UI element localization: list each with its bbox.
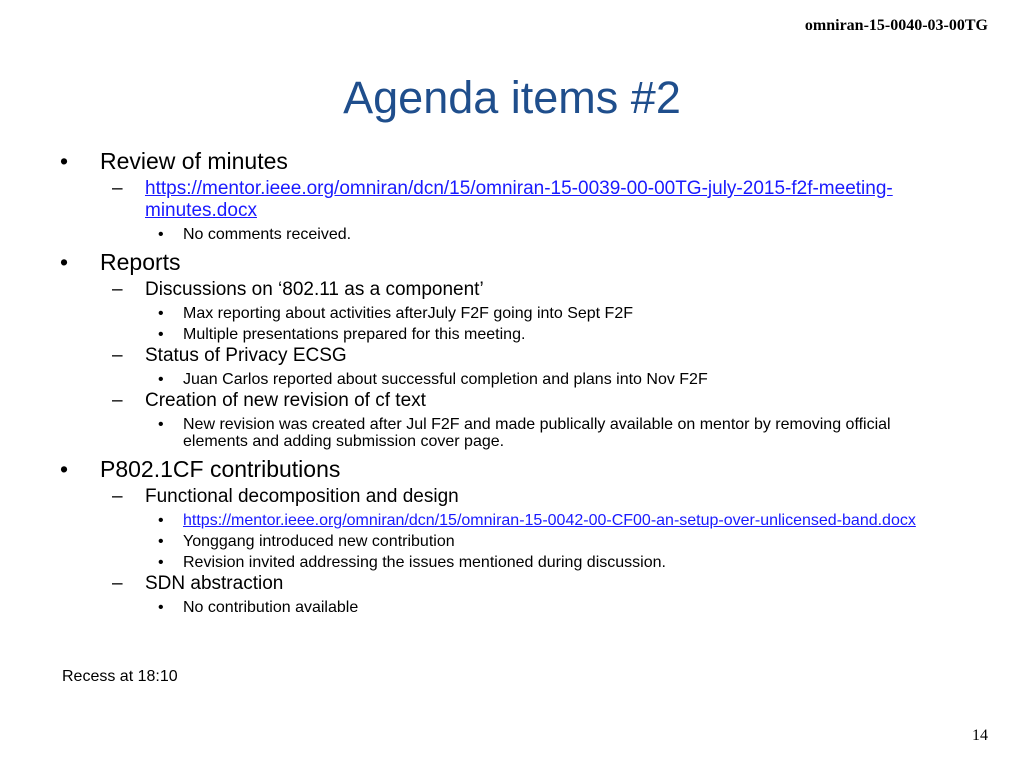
item-label: Creation of new revision of cf text bbox=[145, 390, 426, 411]
document-id: omniran-15-0040-03-00TG bbox=[804, 17, 988, 34]
slide-title: Agenda items #2 bbox=[343, 72, 681, 123]
detail-text: New revision was created after Jul F2F and made publically available on mentor by removing official elements and adding submission cover page. bbox=[183, 416, 891, 450]
bullet-contributions bbox=[60, 454, 960, 484]
bullet-marker: • bbox=[60, 249, 69, 275]
minutes-note bbox=[60, 226, 960, 243]
reports-item-revision bbox=[60, 390, 960, 412]
minutes-doc-link[interactable]: https://mentor.ieee.org/omniran/dcn/15/omniran-15-0039-00-00TG-july-2015-f2f-meeting-minutes.docx bbox=[145, 178, 893, 221]
dash-marker: – bbox=[112, 345, 123, 366]
bullet-label: Reports bbox=[100, 249, 181, 275]
detail-text: Multiple presentations prepared for this meeting. bbox=[183, 326, 526, 343]
item-label: Discussions on ‘802.11 as a component’ bbox=[145, 279, 484, 300]
dash-marker: – bbox=[112, 573, 123, 594]
dash-marker: – bbox=[112, 178, 123, 199]
bullet-reports bbox=[60, 247, 960, 277]
dash-marker: – bbox=[112, 486, 123, 507]
bullet-marker: • bbox=[158, 599, 164, 616]
reports-revision-detail-1 bbox=[60, 416, 960, 450]
detail-text: Juan Carlos reported about successful completion and plans into Nov F2F bbox=[183, 371, 708, 388]
dash-marker: – bbox=[112, 390, 123, 411]
bullet-marker: • bbox=[60, 148, 69, 174]
contrib-functional-detail-3 bbox=[60, 554, 960, 571]
detail-text: Yonggang introduced new contribution bbox=[183, 533, 455, 550]
contrib-functional-link bbox=[60, 512, 960, 529]
contrib-functional-detail-2 bbox=[60, 533, 960, 550]
bullet-marker: • bbox=[158, 305, 164, 322]
page-number: 14 bbox=[972, 727, 988, 744]
item-label: Status of Privacy ECSG bbox=[145, 345, 347, 366]
bullet-marker: • bbox=[158, 533, 164, 550]
minutes-link-item bbox=[60, 178, 960, 222]
bullet-label: Review of minutes bbox=[100, 148, 288, 174]
detail-text: Revision invited addressing the issues mentioned during discussion. bbox=[183, 554, 666, 571]
contrib-sdn-detail-1 bbox=[60, 599, 960, 616]
bullet-marker: • bbox=[158, 416, 164, 433]
reports-item-privacy bbox=[60, 345, 960, 367]
detail-text: No contribution available bbox=[183, 599, 359, 616]
reports-80211-detail-2 bbox=[60, 326, 960, 343]
bullet-label: P802.1CF contributions bbox=[100, 456, 341, 482]
bullet-review-of-minutes bbox=[60, 146, 960, 176]
dash-marker: – bbox=[112, 279, 123, 300]
item-label: Functional decomposition and design bbox=[145, 486, 459, 507]
contrib-item-functional bbox=[60, 486, 960, 508]
detail-text: Max reporting about activities afterJuly F2F going into Sept F2F bbox=[183, 305, 633, 322]
contribution-doc-link[interactable]: https://mentor.ieee.org/omniran/dcn/15/omniran-15-0042-00-CF00-an-setup-over-unlicensed-band.docx bbox=[183, 512, 916, 529]
bullet-marker: • bbox=[158, 554, 164, 571]
contrib-item-sdn bbox=[60, 573, 960, 595]
reports-80211-detail-1 bbox=[60, 305, 960, 322]
bullet-marker: • bbox=[158, 226, 164, 243]
bullet-marker: • bbox=[158, 512, 164, 529]
agenda-list bbox=[60, 146, 960, 616]
reports-privacy-detail-1 bbox=[60, 371, 960, 388]
bullet-marker: • bbox=[158, 371, 164, 388]
recess-note: Recess at 18:10 bbox=[62, 668, 178, 685]
bullet-marker: • bbox=[60, 456, 69, 482]
bullet-marker: • bbox=[158, 326, 164, 343]
reports-item-80211 bbox=[60, 279, 960, 301]
note-text: No comments received. bbox=[183, 226, 352, 243]
item-label: SDN abstraction bbox=[145, 573, 284, 594]
